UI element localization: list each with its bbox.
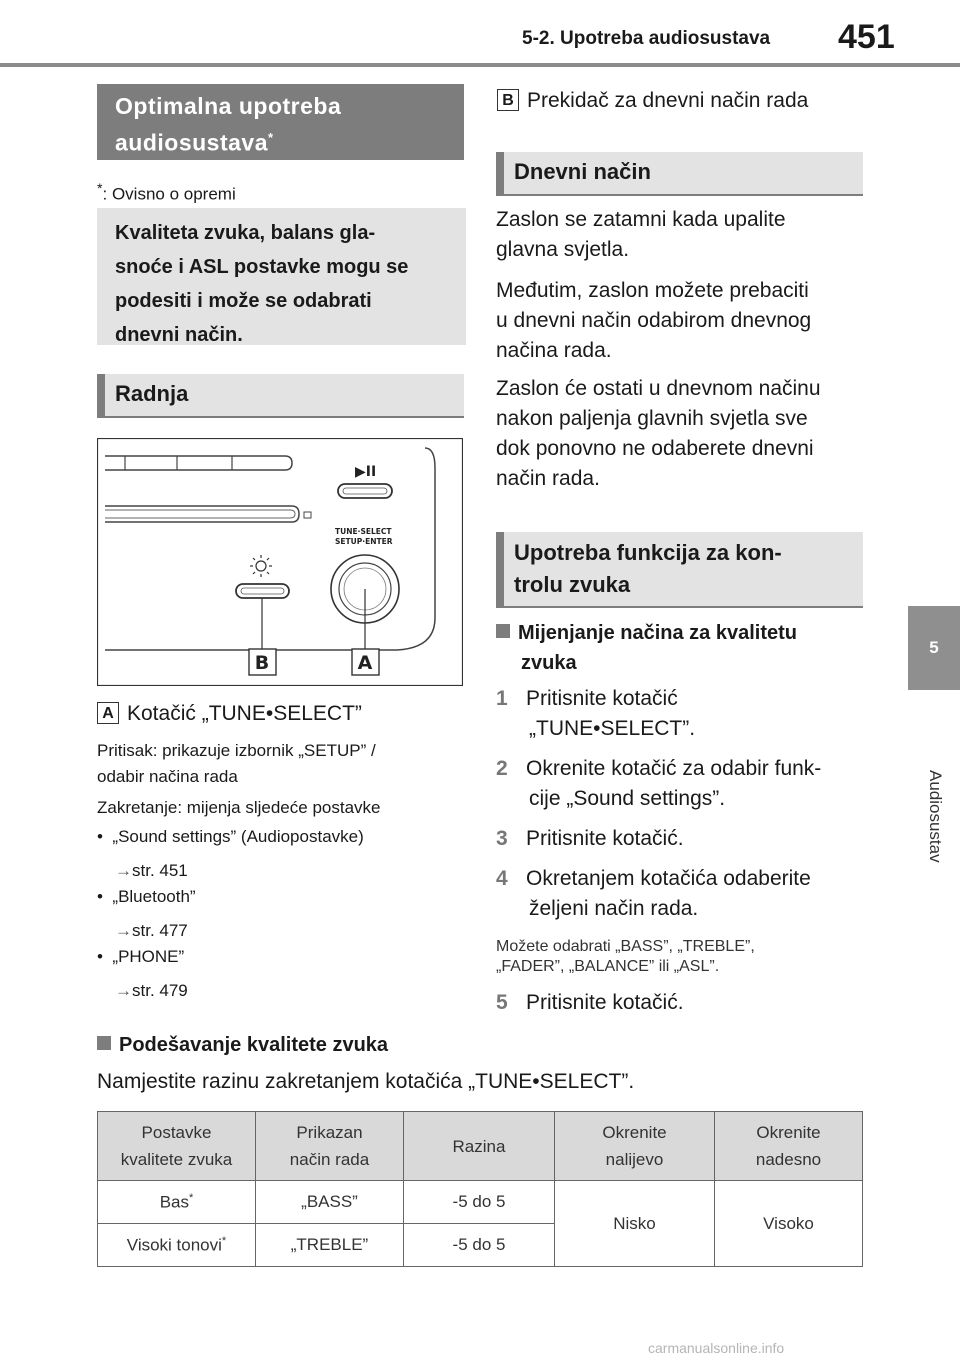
page-ref[interactable]: →str. 451 — [115, 861, 188, 880]
list-item: • „PHONE” — [97, 947, 185, 966]
day-mode-para-1: Zaslon se zatamni kada upalite glavna svjetla. — [496, 208, 786, 261]
table-cell: Bas* — [98, 1181, 256, 1224]
table-header: Okrenite nalijevo — [555, 1112, 715, 1181]
table-cell: -5 do 5 — [404, 1224, 555, 1267]
list-item: • „Bluetooth” — [97, 887, 196, 906]
tune-select-label: TUNE·SELECT — [335, 527, 392, 536]
footnote-marker: * — [268, 130, 274, 145]
table-header: Postavke kvalitete zvuka — [98, 1112, 256, 1181]
footnote: *: Ovisno o opremi — [97, 181, 236, 204]
info-line-4: dnevni način. — [115, 324, 243, 346]
section-heading-optimal — [97, 84, 464, 160]
heading-line-2: audiosustava* — [115, 129, 274, 156]
list-item: • „Sound settings” (Audiopostavke) — [97, 827, 364, 846]
chapter-number: 5 — [929, 638, 939, 657]
step: 3 Pritisnite kotačić. — [496, 827, 684, 850]
table-header: Okrenite nadesno — [715, 1112, 863, 1181]
table-row — [98, 1181, 863, 1224]
step: 2 Okrenite kotačić za odabir funk- — [496, 757, 822, 780]
heading-line-1: Optimalna upotreba — [115, 93, 342, 119]
header-rule — [0, 63, 960, 67]
page-number: 451 — [838, 18, 895, 56]
info-line-1: Kvaliteta zvuka, balans gla- — [115, 222, 376, 244]
table-cell: Visoki tonovi* — [98, 1224, 256, 1267]
press-line-2: odabir načina rada — [97, 767, 238, 786]
table-cell: -5 do 5 — [404, 1181, 555, 1224]
tone-intro: Namjestite razinu zakretanjem kotačića „TUNE•SELECT”. — [97, 1070, 635, 1093]
radnja-heading: Radnja — [97, 374, 464, 418]
square-bullet-icon — [496, 624, 510, 638]
steps-list: 1 Pritisnite kotačić „TUNE•SELECT”. 2 Okrenite kotačić za odabir funk- cije „Sound settings”. 3 Pritisnite kotačić. 4 Okretanjem kotačića odaberite željeni način rada. — [496, 684, 866, 924]
press-description — [97, 738, 467, 790]
sound-settings-table — [97, 1111, 863, 1267]
settings-list — [97, 824, 467, 1004]
step-note: Možete odabrati „BASS”, „TREBLE”, „FADER”, „BALANCE” ili „ASL”. — [496, 938, 755, 975]
table-cell: „BASS” — [256, 1181, 404, 1224]
dnevni-heading: Dnevni način — [496, 152, 863, 196]
info-line-3: podesiti i može se odabrati — [115, 290, 372, 312]
play-pause-icon: ▶II — [355, 464, 377, 480]
turn-description: Zakretanje: mijenja sljedeće postavke — [97, 798, 381, 817]
info-box — [97, 208, 466, 345]
item-b-title: B Prekidač za dnevni način rada — [497, 86, 808, 116]
section-title: 5-2. Upotreba audiosustava — [522, 28, 771, 49]
table-cell: „TREBLE” — [256, 1224, 404, 1267]
item-a-title: A Kotačić „TUNE•SELECT” — [97, 699, 362, 729]
chapter-label: Audiosustav — [926, 770, 945, 863]
square-bullet-icon — [97, 1036, 111, 1050]
sound-mode-subheading: Mijenjanje načina za kvalitetu zvuka — [496, 618, 797, 678]
sound-control-heading: Upotreba funkcija za kon- trolu zvuka — [496, 532, 863, 608]
chapter-tab — [908, 606, 960, 690]
table-header-row — [98, 1112, 863, 1181]
info-line-2: snoće i ASL postavke mogu se — [115, 256, 409, 278]
step: 5 Pritisnite kotačić. — [496, 991, 684, 1014]
audio-panel-figure — [97, 438, 463, 686]
item-a-badge: A — [97, 702, 119, 724]
table-cell: Nisko — [555, 1181, 715, 1267]
step: 1 Pritisnite kotačić — [496, 687, 678, 710]
table-cell: Visoko — [715, 1181, 863, 1267]
table-header: Prikazan način rada — [256, 1112, 404, 1181]
footnote-star: * — [97, 181, 103, 197]
step: 4 Okretanjem kotačića odaberite — [496, 867, 811, 890]
play-pause-button[interactable] — [338, 484, 392, 498]
tone-subheading: Podešavanje kvalitete zvuka — [97, 1030, 388, 1060]
day-mode-para-2: Međutim, zaslon možete prebaciti u dnevni način odabirom dnevnog načina rada. — [496, 279, 812, 362]
page-ref[interactable]: →str. 479 — [115, 981, 188, 1000]
setup-enter-label: SETUP·ENTER — [335, 537, 393, 546]
press-line-1: Pritisak: prikazuje izbornik „SETUP” / — [97, 741, 376, 760]
page-ref[interactable]: →str. 477 — [115, 921, 188, 940]
callout-b: B — [254, 652, 270, 674]
day-mode-para-3: Zaslon će ostati u dnevnom načinu nakon paljenja glavnih svjetla sve dok ponovno ne odaberete dnevni način rada. — [496, 377, 821, 490]
item-b-badge: B — [497, 89, 519, 111]
table-header: Razina — [404, 1112, 555, 1181]
watermark: carmanualsonline.info — [648, 1340, 785, 1356]
callout-a: A — [357, 652, 373, 674]
day-mode-button[interactable] — [236, 584, 289, 598]
